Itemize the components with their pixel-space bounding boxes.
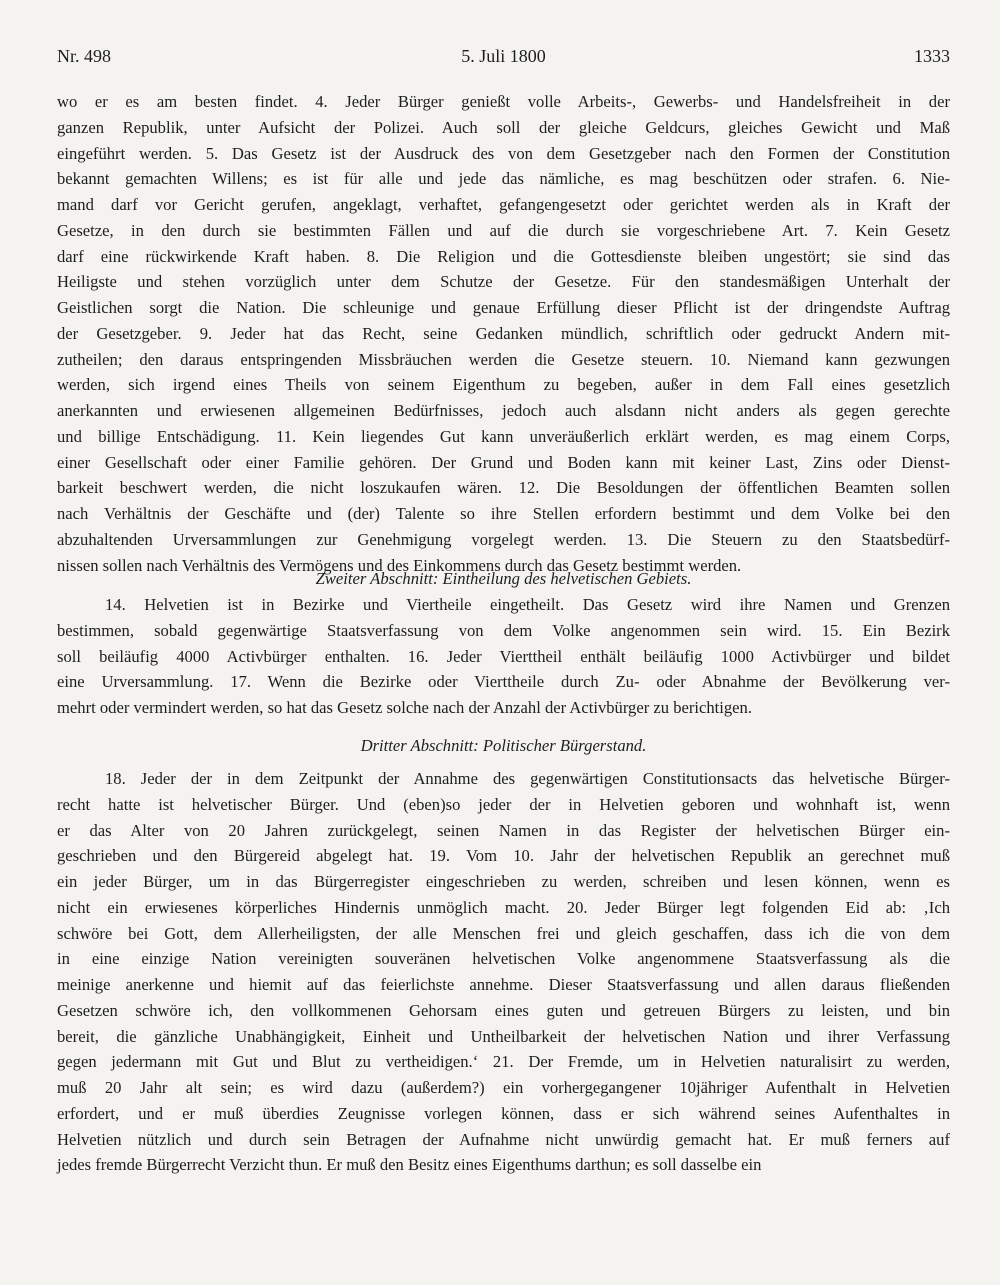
paragraph-articles-18-21-line: 18. Jeder der in dem Zeitpunkt der Annahme des gegenwärtigen Constitutionsacts das helvetische Bürger- <box>105 769 950 788</box>
paragraph-articles-18-21-line: er das Alter von 20 Jahren zurückgelegt, seinen Namen in das Register der helvetischen Bürger ein- <box>57 820 950 840</box>
paragraph-articles-4-13-line: einer Gesellschaft oder einer Familie gehören. Der Grund und Boden kann mit keiner Last, Zins oder Dienst- <box>57 452 950 472</box>
paragraph-articles-4-13-line: eingeführt werden. 5. Das Gesetz ist der Ausdruck des von dem Gesetzgeber nach den Formen der Constitution <box>57 143 950 163</box>
paragraph-articles-4-13-line: bekannt gemachten Willens; es ist für alle und jede das nämliche, es mag beschützen oder strafen. 6. Nie- <box>57 169 950 189</box>
paragraph-articles-4-13-line: darf eine rückwirkende Kraft haben. 8. Die Religion und die Gottesdienste bleiben ungestört; sie sind das <box>57 246 950 266</box>
paragraph-articles-18-21-line: gegen jedermann mit Gut und Blut zu vertheidigen.‘ 21. Der Fremde, um in Helvetien naturalisirt zu werden, <box>57 1052 950 1072</box>
paragraph-articles-14-17-line: soll beiläufig 4000 Activbürger enthalten. 16. Jeder Vierttheil enthält beiläufig 1000 Activbürger und bildet <box>57 646 950 666</box>
paragraph-articles-4-13-line: zutheilen; den daraus entspringenden Missbräuchen werden die Gesetze steuern. 10. Niemand kann gezwungen <box>57 349 950 369</box>
paragraph-articles-4-13-line: mand darf vor Gericht gerufen, angeklagt, verhaftet, gefangengesetzt oder gerichtet werden als in Kraft der <box>57 195 950 214</box>
paragraph-articles-14-17-line: bestimmen, sobald gegenwärtige Staatsverfassung von dem Volke angenommen sein wird. 15. Ein Bezirk <box>57 620 950 640</box>
paragraph-articles-4-13-line: nissen sollen nach Verhältnis des Vermögens und des Einkommens durch das Gesetz bestimmt werden. <box>57 555 742 575</box>
paragraph-articles-4-13-line: ganzen Republik, unter Aufsicht der Polizei. Auch soll der gleiche Geldcurs, gleiches Gewicht und Maß <box>57 117 950 137</box>
paragraph-articles-18-21-line: geschrieben und den Bürgereid abgelegt hat. 19. Vom 10. Jahr der helvetischen Republik an gerechnet muß <box>57 846 950 866</box>
paragraph-articles-4-13-line: Gesetze, in den durch sie bestimmten Fällen und auf die durch sie vorgeschriebene Art. 7. Kein Gesetz <box>57 220 950 240</box>
page-number: 1333 <box>914 46 950 66</box>
paragraph-articles-4-13-line: und billige Entschädigung. 11. Kein liegendes Gut kann unveräußerlich erklärt werden, es mag einem Corps, <box>57 426 950 446</box>
paragraph-articles-18-21-line: meinige anerkenne und hiemit auf das feierlichste annehme. Dieser Staatsverfassung und allen daraus fließenden <box>57 975 950 994</box>
header-date: 5. Juli 1800 <box>461 46 546 66</box>
paragraph-articles-14-17-line: 14. Helvetien ist in Bezirke und Viertheile eingetheilt. Das Gesetz wird ihre Namen und Grenzen <box>105 595 950 614</box>
paragraph-articles-18-21-line: recht hatte ist helvetischer Bürger. Und (eben)so jeder der in Helvetien geboren und wohnhaft ist, wenn <box>57 794 950 814</box>
paragraph-articles-4-13-line: werden, sich irgend eines Theils von seinem Eigenthum zu begeben, außer in dem Fall eines gesetzlich <box>57 375 950 395</box>
paragraph-articles-18-21-line: muß 20 Jahr alt sein; es wird dazu (außerdem?) ein vorhergegangener 10jähriger Aufenthalt in Helvetien <box>57 1078 950 1097</box>
paragraph-articles-4-13-line: der Gesetzgeber. 9. Jeder hat das Recht, seine Gedanken mündlich, schriftlich oder gedruckt Andern mit- <box>57 323 950 343</box>
paragraph-articles-4-13-line: Heiligste und stehen vorzüglich unter dem Schutze der Gesetze. Für den standesmäßigen Unterhalt der <box>57 272 950 292</box>
paragraph-articles-18-21-line: ein jeder Bürger, um in das Bürgerregister eingeschrieben zu werden, schreiben und lesen können, wenn es <box>57 872 950 891</box>
paragraph-articles-18-21-line: in eine einzige Nation vereinigten souveränen helvetischen Volke angenommene Staatsverfassung als die <box>57 949 950 969</box>
paragraph-articles-4-13-line: anerkannten und erwiesenen allgemeinen Bedürfnisses, jedoch auch alsdann nicht anders als gegen gerechte <box>57 401 950 420</box>
paragraph-articles-18-21-line: bereit, die gänzliche Unabhängigkeit, Einheit und Untheilbarkeit der helvetischen Nation und ihrer Verfassung <box>57 1026 950 1046</box>
paragraph-articles-4-13-line: barkeit beschwert werden, die nicht loszukaufen wären. 12. Die Besoldungen der öffentlichen Beamten sollen <box>57 478 950 498</box>
paragraph-articles-18-21-line: Helvetien nützlich und durch sein Betragen der Aufnahme nicht unwürdig gemacht hat. Er muß ferners auf <box>57 1129 950 1149</box>
paragraph-articles-4-13-line: abzuhaltenden Urversammlungen zur Genehmigung vorgelegt werden. 13. Die Steuern zu den Staatsbedürf- <box>57 529 950 549</box>
paragraph-articles-18-21-line: nicht ein erwiesenes körperliches Hindernis unmöglich macht. 20. Jeder Bürger legt folgenden Eid ab: ‚Ich <box>57 897 950 917</box>
section-heading-dritter-abschnitt: Dritter Abschnitt: Politischer Bürgerstand. <box>360 736 647 755</box>
paragraph-articles-4-13-line: Geistlichen sorgt die Nation. Die schleunige und genaue Erfüllung dieser Pflicht ist der dringendste Auftrag <box>57 298 950 317</box>
paragraph-articles-18-21-line: erfordert, und er muß überdies Zeugnisse vorlegen können, dass er sich während seines Aufenthaltes in <box>57 1103 950 1123</box>
paragraph-articles-14-17-line: mehrt oder vermindert werden, so hat das Gesetz solche nach der Anzahl der Activbürger zu berichtigen. <box>57 698 752 717</box>
paragraph-articles-18-21-line: Gesetzen schwöre ich, den vollkommenen Gehorsam eines guten und getreuen Bürgers zu leisten, und bin <box>57 1000 950 1020</box>
paragraph-articles-14-17-line: eine Urversammlung. 17. Wenn die Bezirke oder Vierttheile durch Zu- oder Abnahme der Bevölkerung ver- <box>57 672 950 692</box>
paragraph-articles-18-21-line: jedes fremde Bürgerrecht Verzicht thun. Er muß den Besitz eines Eigenthums darthun; es soll dasselbe ein <box>57 1155 762 1175</box>
paragraph-articles-4-13-line: wo er es am besten findet. 4. Jeder Bürger genießt volle Arbeits-, Gewerbs- und Handelsfreiheit in der <box>57 92 950 111</box>
document-number: Nr. 498 <box>57 46 111 66</box>
page-header <box>57 46 950 76</box>
paragraph-articles-4-13-line: nach Verhältnis der Geschäfte und (der) Talente so ihre Stellen erfordern bestimmt und dem Volke bei den <box>57 504 950 523</box>
paragraph-articles-18-21-line: schwöre bei Gott, dem Allerheiligsten, der alle Menschen frei und gleich geschaffen, dass ich die von dem <box>57 923 950 943</box>
section-heading-zweiter-abschnitt: Zweiter Abschnitt: Eintheilung des helvetischen Gebiets. <box>315 569 692 588</box>
